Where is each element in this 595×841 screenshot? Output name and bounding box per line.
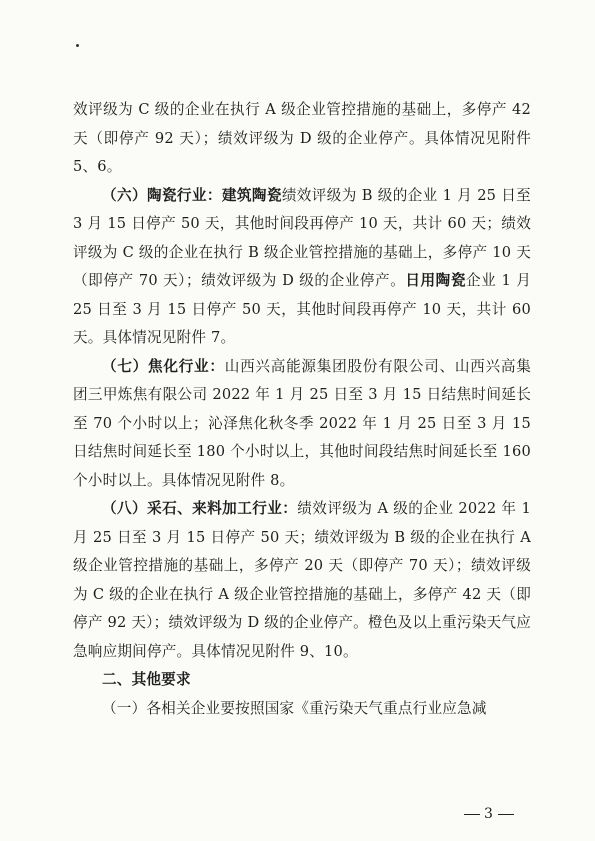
paragraph-text: （一）各相关企业要按照国家《重污染天气重点行业应急减	[102, 699, 487, 717]
page-number-dash-left	[464, 814, 480, 815]
subheading-building-ceramics: 建筑陶瓷	[221, 186, 282, 204]
page-number-value: 3	[484, 806, 494, 822]
document-body	[73, 96, 531, 723]
section-heading-ceramics: （六）陶瓷行业：	[102, 186, 222, 204]
section-title-other-requirements	[73, 666, 531, 695]
page-number-dash-right	[498, 814, 514, 815]
section-heading-coking: （七）焦化行业：	[102, 357, 225, 375]
paragraph-text: 企业 1 月 25 日至 3 月 15 日停产 50 天，其他时间段再停产 10 天，共计 60 天。具体情况见附件 7。	[73, 272, 531, 346]
paragraph-quarrying-industry	[73, 495, 531, 666]
paragraph-text: 山西兴高能源集团股份有限公司、山西兴高集团三甲炼焦有限公司 2022 年 1 月 25 日至 3 月 15 日结焦时间延长至 70 个小时以上；沁泽焦化秋冬季 2022 年 1 月 25 日至 3 月 15 日结焦时间延长至 180 个小时以上，其他时间段结焦时间延长至 160 个小时以上。具体情况见附件 8。	[73, 357, 531, 489]
paragraph-text: 绩效评级为 B 级的企业 1 月 25 日至 3 月 15 日停产 50 天，其他时间段再停产 10 天，共计 60 天；绩效评级为 C 级的企业在执行 B 级企业管控措施的基础上，多停产 10 天（即停产 70 天）；绩效评级为 D 级的企业停产。	[73, 186, 531, 289]
paragraph-coking-industry	[73, 353, 531, 496]
subheading-daily-ceramics: 日用陶瓷	[405, 272, 466, 289]
paragraph-ceramics-continued	[73, 96, 531, 182]
scan-mark	[76, 44, 79, 47]
paragraph-text: 绩效评级为 A 级的企业 2022 年 1 月 25 日至 3 月 15 日停产 50 天；绩效评级为 B 级的企业在执行 A 级企业管控措施的基础上，多停产 20 天（即停产 70 天）；绩效评级为 C 级的企业在执行 A 级企业管控措施的基础上，多停产 42 天（即停产 92 天）；绩效评级为 D 级的企业停产。橙色及以上重污染天气应急响应期间停产。具体情况见附件 9、10。	[73, 500, 531, 660]
paragraph-other-requirements-1	[73, 695, 531, 724]
paragraph-ceramics-industry	[73, 182, 531, 353]
section-heading-other: 二、其他要求	[102, 671, 191, 688]
paragraph-text: 效评级为 C 级的企业在执行 A 级企业管控措施的基础上，多停产 42 天（即停产 92 天）；绩效评级为 D 级的企业停产。具体情况见附件 5、6。	[73, 101, 531, 175]
section-heading-quarrying: （八）采石、来料加工行业：	[102, 500, 298, 517]
page-number	[460, 806, 518, 822]
